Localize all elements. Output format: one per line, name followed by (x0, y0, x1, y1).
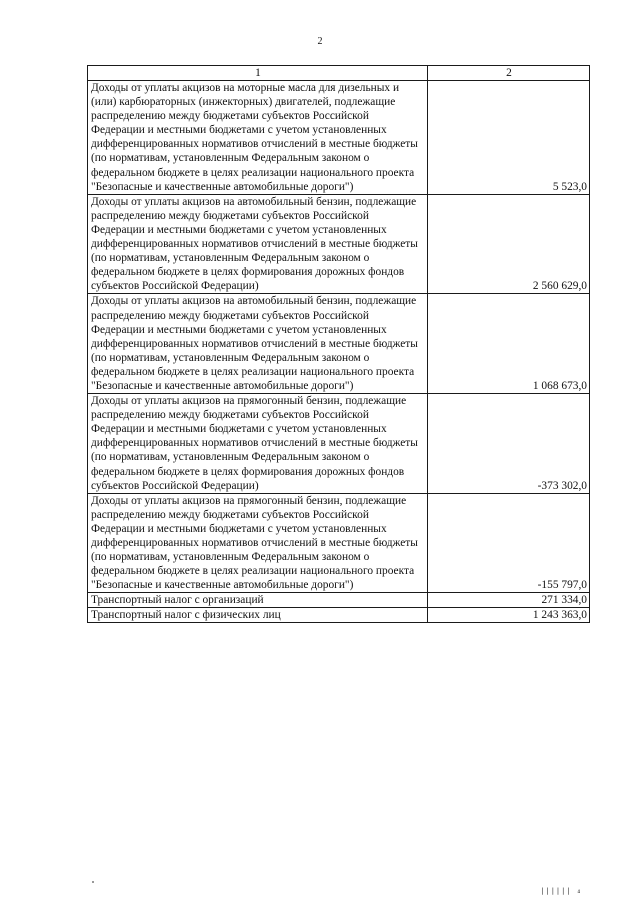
revenue-amount: 5 523,0 (428, 81, 590, 195)
revenue-description: Доходы от уплаты акцизов на автомобильный бензин, подлежащие распределению между бюджетами субъектов Российской Федерации и местными бюджетами с учетом установленных дифференцированных нормативов отчислений в местные бюджеты (по нормативам, установленным Федеральным законом о федеральном бюджете в целях реализации национального проекта "Безопасные и качественные автомобильные дороги") (88, 294, 428, 394)
revenue-amount: 271 334,0 (428, 593, 590, 608)
revenue-description: Транспортный налог с физических лиц (88, 608, 428, 623)
table-row (88, 294, 590, 394)
revenue-amount: -155 797,0 (428, 493, 590, 593)
page-number: 2 (317, 36, 323, 47)
table-row (88, 593, 590, 608)
table-row (88, 394, 590, 494)
column-header-1: 1 (88, 66, 428, 81)
table-row (88, 608, 590, 623)
revenue-description: Доходы от уплаты акцизов на прямогонный бензин, подлежащие распределению между бюджетами субъектов Российской Федерации и местными бюджетами с учетом установленных дифференцированных нормативов отчислений в местные бюджеты (по нормативам, установленным Федеральным законом о федеральном бюджете в целях реализации национального проекта "Безопасные и качественные автомобильные дороги") (88, 493, 428, 593)
revenue-description: Доходы от уплаты акцизов на моторные масла для дизельных и (или) карбюраторных (инжекторных) двигателей, подлежащие распределению между бюджетами субъектов Российской Федерации и местными бюджетами с учетом установленных дифференцированных нормативов отчислений в местные бюджеты (по нормативам, установленным Федеральным законом о федеральном бюджете в целях реализации национального проекта "Безопасные и качественные автомобильные дороги") (88, 81, 428, 195)
revenue-description: Транспортный налог с организаций (88, 593, 428, 608)
revenue-description: Доходы от уплаты акцизов на автомобильный бензин, подлежащие распределению между бюджетами субъектов Российской Федерации и местными бюджетами с учетом установленных дифференцированных нормативов отчислений в местные бюджеты (по нормативам, установленным Федеральным законом о федеральном бюджете в целях формирования дорожных фондов субъектов Российской Федерации) (88, 194, 428, 294)
column-header-2: 2 (428, 66, 590, 81)
table-row (88, 81, 590, 195)
table-row (88, 194, 590, 294)
revenue-amount: 1 243 363,0 (428, 608, 590, 623)
revenue-description: Доходы от уплаты акцизов на прямогонный бензин, подлежащие распределению между бюджетами субъектов Российской Федерации и местными бюджетами с учетом установленных дифференцированных нормативов отчислений в местные бюджеты (по нормативам, установленным Федеральным законом о федеральном бюджете в целях формирования дорожных фондов субъектов Российской Федерации) (88, 394, 428, 494)
table-row (88, 493, 590, 593)
revenue-amount: 1 068 673,0 (428, 294, 590, 394)
revenue-amount: -373 302,0 (428, 394, 590, 494)
revenue-amount: 2 560 629,0 (428, 194, 590, 294)
budget-revenue-table (87, 65, 590, 623)
table-header-row (88, 66, 590, 81)
scan-speck (92, 881, 94, 883)
barcode-mark: |||||| ₄ (540, 887, 582, 895)
